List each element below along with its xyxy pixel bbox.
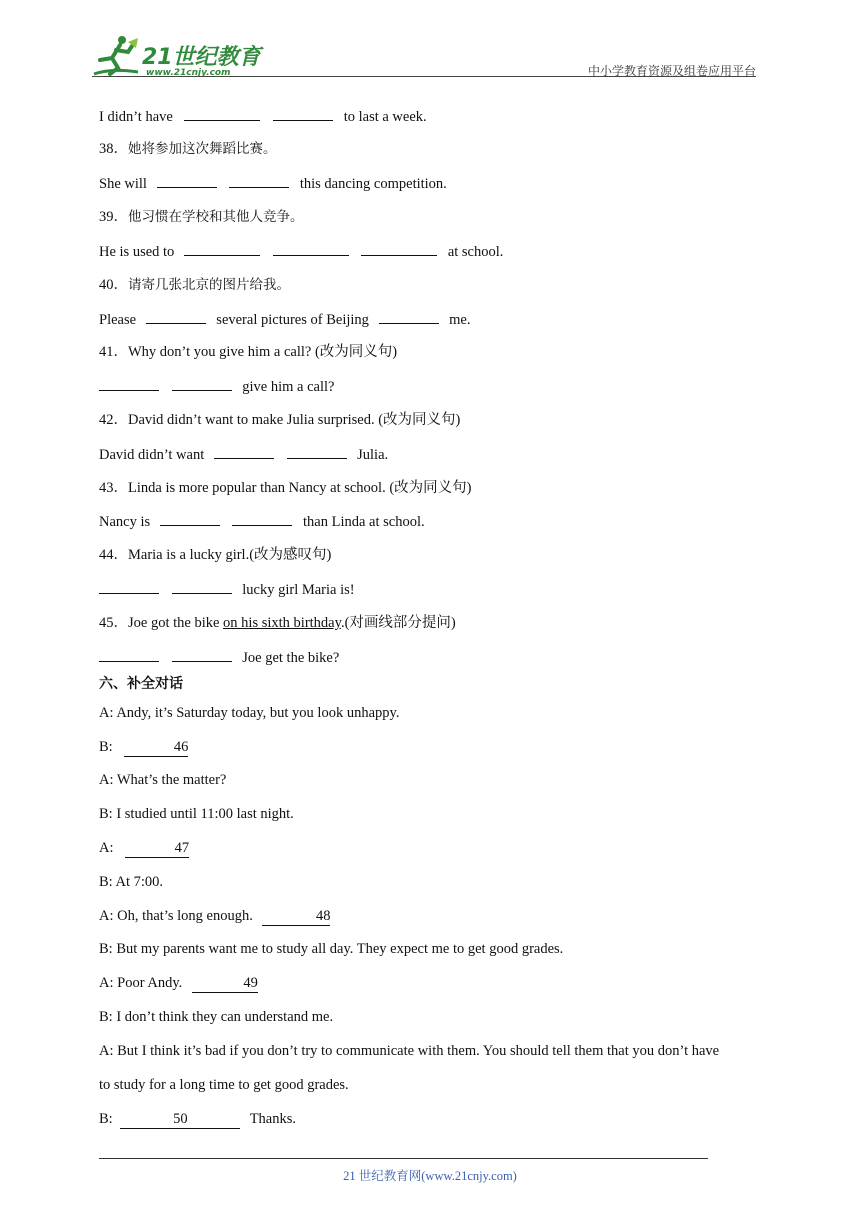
dialogue-blank-49[interactable]: 49 bbox=[192, 974, 258, 993]
dialogue-line: A: Oh, that’s long enough. 48 bbox=[99, 908, 331, 924]
header-divider bbox=[92, 76, 756, 77]
answer-blank[interactable] bbox=[232, 512, 292, 526]
q40-answer-line: Please several pictures of Beijing me. bbox=[99, 312, 471, 328]
q37-answer-line: I didn’t have to last a week. bbox=[99, 109, 427, 125]
answer-blank[interactable] bbox=[146, 310, 206, 324]
dialogue-line: to study for a long time to get good grades. bbox=[99, 1077, 349, 1093]
header-platform-title: 中小学教育资源及组卷应用平台 bbox=[587, 64, 756, 78]
answer-blank[interactable] bbox=[273, 242, 349, 256]
q41-answer-line: give him a call? bbox=[99, 377, 334, 396]
q39-prompt: 39．他习惯在学校和其他人竞争。 bbox=[99, 209, 304, 225]
dialogue-blank-47[interactable]: 47 bbox=[125, 839, 189, 858]
q45-prompt: 45．Joe got the bike on his sixth birthday.(对画线部分提问) bbox=[99, 615, 456, 631]
page-footer bbox=[0, 1166, 860, 1184]
footer-divider bbox=[99, 1158, 708, 1159]
dialogue-line: B: But my parents want me to study all day. They expect me to get good grades. bbox=[99, 941, 564, 957]
dialogue-line: A: What’s the matter? bbox=[99, 772, 227, 788]
dialogue-blank-48[interactable]: 48 bbox=[262, 907, 330, 926]
answer-blank[interactable] bbox=[379, 310, 439, 324]
site-logo bbox=[92, 34, 262, 78]
q38-prompt: 38．她将参加这次舞蹈比赛。 bbox=[99, 141, 277, 157]
answer-blank[interactable] bbox=[184, 107, 260, 121]
dialogue-line: B: 50 Thanks. bbox=[99, 1111, 297, 1127]
page-header bbox=[92, 30, 756, 78]
answer-blank[interactable] bbox=[172, 377, 232, 391]
q41-prompt: 41．Why don’t you give him a call? (改为同义句) bbox=[99, 344, 398, 360]
q44-answer-line: lucky girl Maria is! bbox=[99, 580, 355, 599]
answer-blank[interactable] bbox=[287, 445, 347, 459]
dialogue-blank-46[interactable]: 46 bbox=[124, 738, 188, 757]
runner-logo-icon bbox=[92, 34, 144, 78]
answer-blank[interactable] bbox=[229, 174, 289, 188]
answer-blank[interactable] bbox=[214, 445, 274, 459]
answer-blank[interactable] bbox=[99, 580, 159, 594]
dialogue-line: A: But I think it’s bad if you don’t try to communicate with them. You should tell them that you don’t have bbox=[99, 1043, 720, 1059]
answer-blank[interactable] bbox=[172, 648, 232, 662]
q43-prompt: 43．Linda is more popular than Nancy at school. (改为同义句) bbox=[99, 480, 472, 496]
answer-blank[interactable] bbox=[184, 242, 260, 256]
dialogue-line: A: Andy, it’s Saturday today, but you look unhappy. bbox=[99, 705, 400, 721]
q42-prompt: 42．David didn’t want to make Julia surprised. (改为同义句) bbox=[99, 412, 461, 428]
dialogue-line: B: At 7:00. bbox=[99, 874, 164, 890]
q42-answer-line: David didn’t want Julia. bbox=[99, 447, 389, 463]
logo-url: www.21cnjy.com bbox=[146, 68, 231, 78]
q45-answer-line: Joe get the bike? bbox=[99, 648, 339, 667]
q38-answer-line: She will this dancing competition. bbox=[99, 176, 447, 192]
answer-blank[interactable] bbox=[273, 107, 333, 121]
dialogue-line: B: I studied until 11:00 last night. bbox=[99, 806, 294, 822]
dialogue-blank-50[interactable]: 50 bbox=[120, 1110, 240, 1129]
answer-blank[interactable] bbox=[160, 512, 220, 526]
answer-blank[interactable] bbox=[99, 377, 159, 391]
underlined-phrase: on his sixth birthday bbox=[223, 615, 341, 631]
q44-prompt: 44．Maria is a lucky girl.(改为感叹句) bbox=[99, 547, 332, 563]
footer-text: 21 世纪教育网(www.21cnjy.com) bbox=[343, 1169, 517, 1183]
dialogue-line: B: 46 bbox=[99, 739, 189, 755]
dialogue-line: B: I don’t think they can understand me. bbox=[99, 1009, 334, 1025]
q43-answer-line: Nancy is than Linda at school. bbox=[99, 514, 425, 530]
answer-blank[interactable] bbox=[157, 174, 217, 188]
answer-blank[interactable] bbox=[172, 580, 232, 594]
answer-blank[interactable] bbox=[99, 648, 159, 662]
q40-prompt: 40．请寄几张北京的图片给我。 bbox=[99, 277, 290, 293]
dialogue-line: A: 47 bbox=[99, 840, 190, 856]
logo-text: 21世纪教育 bbox=[142, 45, 261, 70]
section-title: 六、补全对话 bbox=[99, 676, 183, 692]
answer-blank[interactable] bbox=[361, 242, 437, 256]
dialogue-line: A: Poor Andy. 49 bbox=[99, 975, 258, 991]
q39-answer-line: He is used to at school. bbox=[99, 244, 504, 260]
